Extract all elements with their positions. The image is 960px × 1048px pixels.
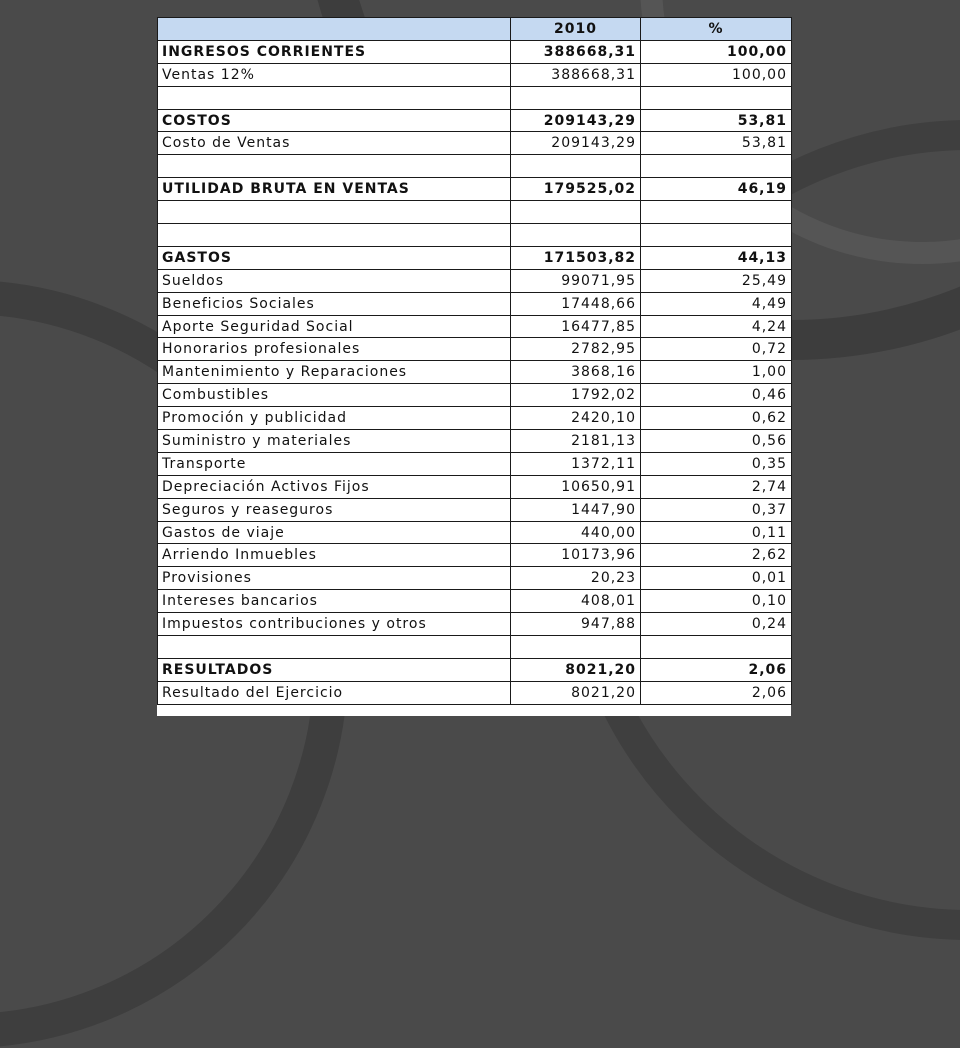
row-value-cell: 388668,31 bbox=[511, 40, 641, 63]
row-value-cell: 947,88 bbox=[511, 613, 641, 636]
row-value-cell: 10650,91 bbox=[511, 475, 641, 498]
row-percent-cell: 0,37 bbox=[641, 498, 792, 521]
row-percent-cell: 0,11 bbox=[641, 521, 792, 544]
row-percent-cell bbox=[641, 86, 792, 109]
header-label-cell bbox=[158, 18, 511, 41]
row-label-cell bbox=[158, 201, 511, 224]
row-percent-cell bbox=[641, 636, 792, 659]
table-row bbox=[158, 567, 792, 590]
row-value-cell bbox=[511, 636, 641, 659]
row-label-cell: COSTOS bbox=[158, 109, 511, 132]
header-year-cell: 2010 bbox=[511, 18, 641, 41]
table-row bbox=[158, 40, 792, 63]
table-row bbox=[158, 315, 792, 338]
row-percent-cell: 46,19 bbox=[641, 178, 792, 201]
row-label-cell: Mantenimiento y Reparaciones bbox=[158, 361, 511, 384]
row-percent-cell: 0,62 bbox=[641, 407, 792, 430]
row-percent-cell: 0,56 bbox=[641, 430, 792, 453]
row-value-cell bbox=[511, 86, 641, 109]
row-value-cell: 440,00 bbox=[511, 521, 641, 544]
row-label-cell bbox=[158, 636, 511, 659]
row-label-cell: Impuestos contribuciones y otros bbox=[158, 613, 511, 636]
row-percent-cell: 53,81 bbox=[641, 109, 792, 132]
row-percent-cell bbox=[641, 155, 792, 178]
row-label-cell: Honorarios profesionales bbox=[158, 338, 511, 361]
row-percent-cell: 44,13 bbox=[641, 246, 792, 269]
row-label-cell: Seguros y reaseguros bbox=[158, 498, 511, 521]
table-row bbox=[158, 155, 792, 178]
table-row bbox=[158, 338, 792, 361]
table-row bbox=[158, 498, 792, 521]
table-row bbox=[158, 384, 792, 407]
row-percent-cell: 0,46 bbox=[641, 384, 792, 407]
row-value-cell: 3868,16 bbox=[511, 361, 641, 384]
row-value-cell: 16477,85 bbox=[511, 315, 641, 338]
table-row bbox=[158, 63, 792, 86]
row-value-cell: 2181,13 bbox=[511, 430, 641, 453]
row-label-cell bbox=[158, 224, 511, 247]
row-percent-cell: 100,00 bbox=[641, 63, 792, 86]
row-percent-cell: 0,10 bbox=[641, 590, 792, 613]
row-label-cell: Costo de Ventas bbox=[158, 132, 511, 155]
row-label-cell: Combustibles bbox=[158, 384, 511, 407]
row-value-cell: 20,23 bbox=[511, 567, 641, 590]
table-row bbox=[158, 269, 792, 292]
table-row bbox=[158, 201, 792, 224]
spreadsheet-slide bbox=[157, 17, 791, 716]
table-row bbox=[158, 613, 792, 636]
row-percent-cell: 4,49 bbox=[641, 292, 792, 315]
row-label-cell: Provisiones bbox=[158, 567, 511, 590]
row-percent-cell: 2,74 bbox=[641, 475, 792, 498]
row-percent-cell: 100,00 bbox=[641, 40, 792, 63]
table-row bbox=[158, 475, 792, 498]
table-row bbox=[158, 590, 792, 613]
row-label-cell: Ventas 12% bbox=[158, 63, 511, 86]
row-label-cell: Resultado del Ejercicio bbox=[158, 681, 511, 704]
row-label-cell: Sueldos bbox=[158, 269, 511, 292]
row-percent-cell: 0,35 bbox=[641, 452, 792, 475]
row-value-cell: 17448,66 bbox=[511, 292, 641, 315]
row-label-cell: RESULTADOS bbox=[158, 658, 511, 681]
row-percent-cell: 0,24 bbox=[641, 613, 792, 636]
row-value-cell: 10173,96 bbox=[511, 544, 641, 567]
table-row bbox=[158, 407, 792, 430]
row-percent-cell: 0,72 bbox=[641, 338, 792, 361]
row-label-cell: Transporte bbox=[158, 452, 511, 475]
row-value-cell: 1447,90 bbox=[511, 498, 641, 521]
row-value-cell: 179525,02 bbox=[511, 178, 641, 201]
row-label-cell: Gastos de viaje bbox=[158, 521, 511, 544]
header-percent-cell: % bbox=[641, 18, 792, 41]
row-percent-cell: 1,00 bbox=[641, 361, 792, 384]
table-row bbox=[158, 109, 792, 132]
table-body bbox=[158, 40, 792, 704]
table-header-row bbox=[158, 18, 792, 41]
table-row bbox=[158, 86, 792, 109]
row-value-cell: 171503,82 bbox=[511, 246, 641, 269]
row-value-cell bbox=[511, 201, 641, 224]
row-percent-cell: 4,24 bbox=[641, 315, 792, 338]
table-row bbox=[158, 178, 792, 201]
table-row bbox=[158, 658, 792, 681]
row-value-cell: 1792,02 bbox=[511, 384, 641, 407]
row-label-cell bbox=[158, 155, 511, 178]
table-row bbox=[158, 246, 792, 269]
table-row bbox=[158, 361, 792, 384]
row-percent-cell bbox=[641, 201, 792, 224]
table-row bbox=[158, 132, 792, 155]
row-value-cell: 99071,95 bbox=[511, 269, 641, 292]
table-row bbox=[158, 544, 792, 567]
table-row bbox=[158, 636, 792, 659]
table-row bbox=[158, 452, 792, 475]
row-value-cell: 388668,31 bbox=[511, 63, 641, 86]
row-label-cell bbox=[158, 86, 511, 109]
row-label-cell: Promoción y publicidad bbox=[158, 407, 511, 430]
row-label-cell: Suministro y materiales bbox=[158, 430, 511, 453]
row-value-cell: 8021,20 bbox=[511, 681, 641, 704]
row-percent-cell: 53,81 bbox=[641, 132, 792, 155]
row-value-cell: 209143,29 bbox=[511, 132, 641, 155]
row-value-cell: 8021,20 bbox=[511, 658, 641, 681]
row-value-cell bbox=[511, 224, 641, 247]
row-percent-cell: 2,06 bbox=[641, 658, 792, 681]
income-statement-table bbox=[157, 17, 792, 705]
table-row bbox=[158, 430, 792, 453]
row-percent-cell: 0,01 bbox=[641, 567, 792, 590]
row-value-cell: 2782,95 bbox=[511, 338, 641, 361]
row-value-cell: 408,01 bbox=[511, 590, 641, 613]
row-percent-cell: 2,06 bbox=[641, 681, 792, 704]
row-label-cell: UTILIDAD BRUTA EN VENTAS bbox=[158, 178, 511, 201]
table-row bbox=[158, 292, 792, 315]
row-percent-cell bbox=[641, 224, 792, 247]
row-label-cell: Depreciación Activos Fijos bbox=[158, 475, 511, 498]
row-label-cell: Arriendo Inmuebles bbox=[158, 544, 511, 567]
row-label-cell: Beneficios Sociales bbox=[158, 292, 511, 315]
row-label-cell: GASTOS bbox=[158, 246, 511, 269]
table-row bbox=[158, 521, 792, 544]
table-row bbox=[158, 224, 792, 247]
row-label-cell: Intereses bancarios bbox=[158, 590, 511, 613]
row-value-cell bbox=[511, 155, 641, 178]
row-percent-cell: 2,62 bbox=[641, 544, 792, 567]
table-row bbox=[158, 681, 792, 704]
row-value-cell: 2420,10 bbox=[511, 407, 641, 430]
row-value-cell: 209143,29 bbox=[511, 109, 641, 132]
row-label-cell: Aporte Seguridad Social bbox=[158, 315, 511, 338]
row-percent-cell: 25,49 bbox=[641, 269, 792, 292]
row-value-cell: 1372,11 bbox=[511, 452, 641, 475]
row-label-cell: INGRESOS CORRIENTES bbox=[158, 40, 511, 63]
